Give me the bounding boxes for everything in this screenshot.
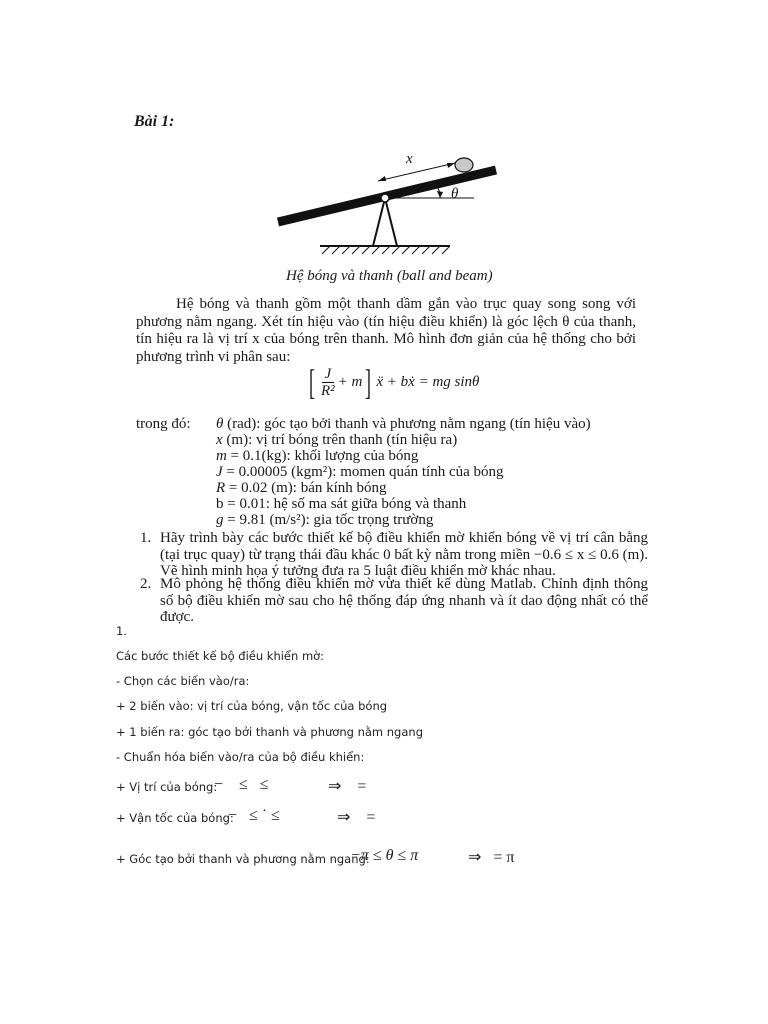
ground-hatch	[322, 246, 450, 254]
equation-tail: + m	[337, 373, 363, 390]
pivot	[381, 194, 389, 202]
equation-fraction	[321, 366, 335, 399]
ball-beam-figure	[0, 0, 768, 270]
param-row-g	[216, 512, 433, 529]
answer-line-1: Các bước thiết kế bộ điều khiển mờ:	[116, 649, 325, 663]
param-symbol: m	[216, 448, 227, 464]
answer-line-2: - Chọn các biến vào/ra:	[116, 674, 250, 688]
param-text: = 9.81 (m/s²): gia tốc trọng trường	[223, 512, 434, 528]
equation-rhs: ẍ + bẋ = mg sinθ	[376, 373, 480, 390]
param-row-theta	[216, 416, 591, 433]
norm-math-position: − ≤ ≤	[214, 776, 269, 793]
norm-label-angle: + Góc tạo bởi thanh và phương nằm ngang:	[116, 852, 370, 866]
norm-arrow-position: ⇒ =	[328, 778, 367, 795]
exercise-title: Bài 1:	[134, 113, 175, 130]
param-symbol: g	[216, 512, 224, 528]
norm-label-velocity: + Vận tốc của bóng:	[116, 811, 234, 825]
equation-bracket-right: ]	[365, 362, 372, 402]
param-symbol: x	[216, 432, 223, 448]
norm-math-velocity: − ≤ ˙ ≤	[228, 807, 280, 824]
norm-label-position: + Vị trí của bóng:	[116, 780, 218, 794]
norm-math-angle: −π ≤ θ ≤ π	[350, 847, 419, 864]
param-row-r	[216, 480, 387, 497]
label-x: x	[406, 151, 413, 167]
param-symbol: J	[216, 464, 223, 480]
answer-line-4: + 1 biến ra: góc tạo bởi thanh và phương nằm ngang	[116, 725, 423, 739]
task-text-2: Mô phỏng hệ thống điều khiển mờ vừa thiết kế dùng Matlab. Chỉnh định thông số bộ điều khiển mờ sau cho hệ thống đáp ứng nhanh và ít dao động nhất có thể được.	[160, 576, 648, 625]
beam-support	[373, 198, 397, 246]
equation-denominator: R²	[321, 382, 335, 399]
equation-bracket-left: [	[309, 362, 315, 402]
param-row-x	[216, 432, 457, 449]
answer-line-3: + 2 biến vào: vị trí của bóng, vận tốc của bóng	[116, 699, 388, 713]
param-text: (m): vị trí bóng trên thanh (tín hiệu ra)	[222, 432, 458, 448]
param-text: = 0.02 (m): bán kính bóng	[225, 480, 387, 496]
intro-paragraph: Hệ bóng và thanh gồm một thanh dầm gắn vào trục quay song song với phương nằm ngang. Xét tín hiệu vào (tín hiệu điều khiển) là góc lệch θ của thanh, tín hiệu ra là vị trí x của bóng trên thanh. Mô hình đơn giản của hệ thống cho bởi phương trình vi phân sau:	[136, 296, 636, 365]
param-symbol: θ	[216, 416, 224, 432]
param-row-j	[216, 464, 504, 481]
task-number-2: 2.	[140, 576, 152, 592]
param-row-b	[216, 496, 466, 513]
label-theta: θ	[451, 186, 459, 202]
task-number-1: 1.	[140, 530, 152, 546]
figure-caption: Hệ bóng và thanh (ball and beam)	[286, 268, 493, 284]
equation-numerator: J	[322, 366, 335, 383]
answer-line-5: - Chuẩn hóa biến vào/ra của bộ điều khiển:	[116, 750, 365, 764]
param-text: = 0.00005 (kgm²): momen quán tính của bóng	[222, 464, 504, 480]
task-text-1: Hãy trình bày các bước thiết kế bộ điều khiển mờ khiển bóng về vị trí cân bằng (tại trục quay) từ trạng thái đầu khác 0 bất kỳ nằm trong miền −0.6 ≤ x ≤ 0.6 (m). Vẽ hình minh họa ý tưởng đưa ra 5 luật điều khiển mờ khác nhau.	[160, 530, 648, 579]
norm-arrow-velocity: ⇒ =	[337, 809, 376, 826]
answer-number: 1.	[116, 624, 127, 638]
param-text: = 0.01: hệ số ma sát giữa bóng và thanh	[223, 496, 467, 512]
norm-arrow-angle: ⇒ = π	[468, 849, 515, 866]
param-text: = 0.1(kg): khối lượng của bóng	[226, 448, 419, 464]
ball	[455, 158, 473, 172]
param-symbol: R	[216, 480, 226, 496]
params-intro: trong đó:	[136, 416, 191, 432]
param-row-m	[216, 448, 418, 465]
param-symbol: b	[216, 496, 224, 512]
equation	[306, 362, 479, 402]
param-text: (rad): góc tạo bởi thanh và phương nằm ngang (tín hiệu vào)	[223, 416, 591, 432]
